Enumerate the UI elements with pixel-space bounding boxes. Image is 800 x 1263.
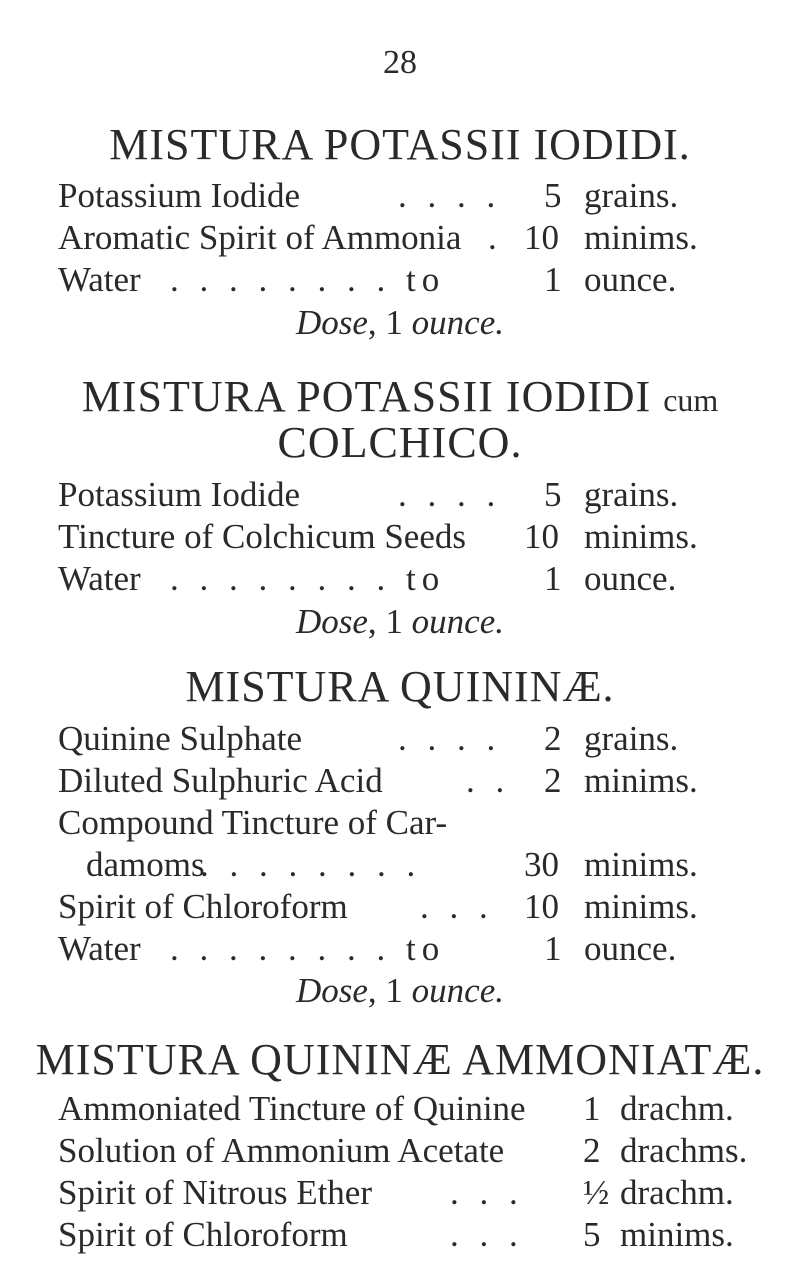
ingredient-row <box>58 886 758 928</box>
ingredient-name: Tincture of Colchicum Seeds <box>58 517 466 556</box>
leader-dots: . <box>488 218 503 257</box>
dose-line: Dose, 1 ounce. <box>295 971 504 1010</box>
dose-value-prefix: 1 <box>385 303 412 342</box>
section-title-suffix: cum <box>663 382 719 418</box>
ingredient-quantity: 1 <box>544 929 562 968</box>
ingredient-unit: minims. <box>584 761 698 800</box>
ingredient-row <box>58 760 758 802</box>
ingredient-quantity: 5 <box>544 475 562 514</box>
ingredient-name: Compound Tincture of Car- <box>58 803 448 842</box>
ingredient-name: Potassium Iodide <box>58 176 301 215</box>
leader-dots: . . . . . . . . to <box>170 260 446 299</box>
leader-dots: . . . . <box>398 475 502 514</box>
ingredient-unit: drachm. <box>620 1089 734 1128</box>
ingredient-unit: grains. <box>584 176 679 215</box>
ingredient-unit: minims. <box>620 1215 734 1254</box>
ingredient-unit: minims. <box>584 887 698 926</box>
leader-dots: . . . . <box>398 176 502 215</box>
leader-dots: . . . . . . . . <box>200 845 422 884</box>
ingredient-unit: minims. <box>584 517 698 556</box>
ingredient-quantity: 5 <box>583 1215 601 1254</box>
ingredient-name: Water <box>58 559 141 598</box>
ingredient-name: Spirit of Chloroform <box>58 1215 348 1254</box>
ingredient-name: damoms <box>86 845 205 884</box>
leader-dots: . . . . . . . . to <box>170 929 446 968</box>
ingredient-name: Solution of Ammonium Acetate <box>58 1131 505 1170</box>
ingredient-unit: drachms. <box>620 1131 748 1170</box>
ingredient-name: Aromatic Spirit of Ammonia <box>58 218 462 257</box>
ingredient-unit: ounce. <box>584 929 677 968</box>
ingredient-unit: minims. <box>584 845 698 884</box>
dose-label: Dose <box>295 303 368 342</box>
ingredient-row <box>58 1214 758 1256</box>
ingredient-unit: drachm. <box>620 1173 734 1212</box>
ingredient-unit: minims. <box>584 218 698 257</box>
section-title-potassii-iodidi: MISTURA POTASSII IODIDI. <box>109 120 691 169</box>
ingredient-name: Potassium Iodide <box>58 475 301 514</box>
dose-value-unit: ounce. <box>411 303 504 342</box>
section-title: MISTURA POTASSII IODIDI <box>81 372 652 421</box>
section-title-quininae: MISTURA QUININÆ. <box>185 662 615 711</box>
ingredient-row <box>58 1172 758 1214</box>
ingredient-row <box>58 175 758 217</box>
ingredient-row <box>58 1088 758 1130</box>
leader-dots: . . . . <box>398 719 502 758</box>
ingredient-name: Water <box>58 929 141 968</box>
page-number: 28 <box>383 44 417 81</box>
ingredient-unit: ounce. <box>584 260 677 299</box>
ingredient-quantity: 1 <box>544 559 562 598</box>
leader-dots: . . <box>466 761 511 800</box>
ingredient-row <box>58 928 758 970</box>
dose-label: Dose <box>295 971 368 1010</box>
dose-label: Dose <box>295 602 368 641</box>
ingredient-name: Spirit of Nitrous Ether <box>58 1173 372 1212</box>
ingredient-quantity: 2 <box>583 1131 601 1170</box>
dose-line: Dose, 1 ounce. <box>295 303 504 342</box>
ingredient-row <box>58 217 758 259</box>
ingredient-unit: ounce. <box>584 559 677 598</box>
ingredient-row <box>58 718 758 760</box>
dose-line: Dose, 1 ounce. <box>295 602 504 641</box>
section-title-quininae-ammoniatae: MISTURA QUININÆ AMMONIATÆ. <box>35 1035 765 1084</box>
ingredient-quantity: 30 <box>524 845 559 884</box>
leader-dots: . . . . . . . . to <box>170 559 446 598</box>
ingredient-quantity: 2 <box>544 761 562 800</box>
ingredient-name: Ammoniated Tincture of Quinine <box>58 1089 526 1128</box>
ingredient-name: Water <box>58 260 141 299</box>
ingredient-unit: grains. <box>584 475 679 514</box>
ingredient-quantity: 10 <box>524 887 559 926</box>
ingredient-quantity: 10 <box>524 218 559 257</box>
ingredient-name: Diluted Sulphuric Acid <box>58 761 383 800</box>
ingredient-row <box>58 516 758 558</box>
ingredient-quantity: ½ <box>583 1173 610 1212</box>
ingredient-name: Spirit of Chloroform <box>58 887 348 926</box>
ingredient-row <box>58 558 758 600</box>
leader-dots: . . . <box>450 1215 524 1254</box>
leader-dots: . . . <box>450 1173 524 1212</box>
ingredient-row <box>58 259 758 301</box>
ingredient-row <box>58 802 758 844</box>
ingredient-quantity: 2 <box>544 719 562 758</box>
ingredient-quantity: 10 <box>524 517 559 556</box>
ingredient-quantity: 1 <box>544 260 562 299</box>
ingredient-row <box>58 474 758 516</box>
ingredient-row <box>58 844 758 886</box>
leader-dots: . . . <box>420 887 494 926</box>
ingredient-quantity: 1 <box>583 1089 601 1128</box>
ingredient-name: Quinine Sulphate <box>58 719 302 758</box>
ingredient-unit: grains. <box>584 719 679 758</box>
ingredient-quantity: 5 <box>544 176 562 215</box>
section-title-line2: COLCHICO. <box>277 418 523 467</box>
ingredient-row <box>58 1130 758 1172</box>
